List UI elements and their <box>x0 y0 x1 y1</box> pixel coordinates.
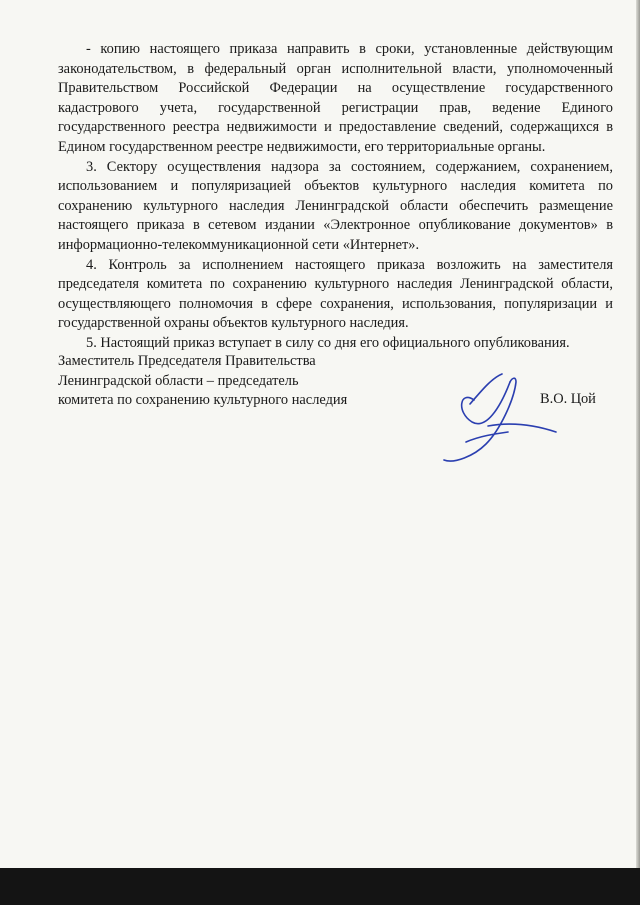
signatory-title-line-2: Ленинградской области – председатель <box>58 372 299 389</box>
signature-strokes <box>444 374 556 461</box>
handwritten-signature <box>430 360 570 470</box>
paragraph-5: 5. Настоящий приказ вступает в силу со дня его официального опубликования. <box>86 334 570 351</box>
paragraph-copy-directive: - копию настоящего приказа направить в сроки, установленные действующим законодательством, в федеральный орган исполнительной власти, уполномоченный Правительством Российской Федерации на осуществление государственного кадастрового учета, государственной регистрации прав, ведение Единого государственного реестра недвижимости и предоставление сведений, содержащихся в Едином государственном реестре недвижимости, его территориальные органы. <box>58 41 613 155</box>
scan-bottom-border <box>0 868 640 905</box>
scan-edge-shadow <box>636 0 640 868</box>
signatory-title-line-3: комитета по сохранению культурного наследия <box>58 392 348 409</box>
document-body <box>58 40 613 354</box>
paragraph-4: 4. Контроль за исполнением настоящего приказа возложить на заместителя председателя комитета по сохранению культурного наследия Ленинградской области, осуществляющего полномочия в сфере сохранения, использования, популяризации и государственной охраны объектов культурного наследия. <box>58 256 613 332</box>
signatory-title-line-1: Заместитель Председателя Правительства <box>58 353 316 369</box>
signature-block <box>58 352 613 462</box>
signatory-name: В.О. Цой <box>540 391 596 407</box>
paragraph-3: 3. Сектору осуществления надзора за состоянием, содержанием, сохранением, использованием и популяризацией объектов культурного наследия комитета по сохранению культурного наследия Ленинградской области обеспечить размещение настоящего приказа в сетевом издании «Электронное опубликование документов» в информационно-телекоммуникационной сети «Интернет». <box>58 158 613 253</box>
